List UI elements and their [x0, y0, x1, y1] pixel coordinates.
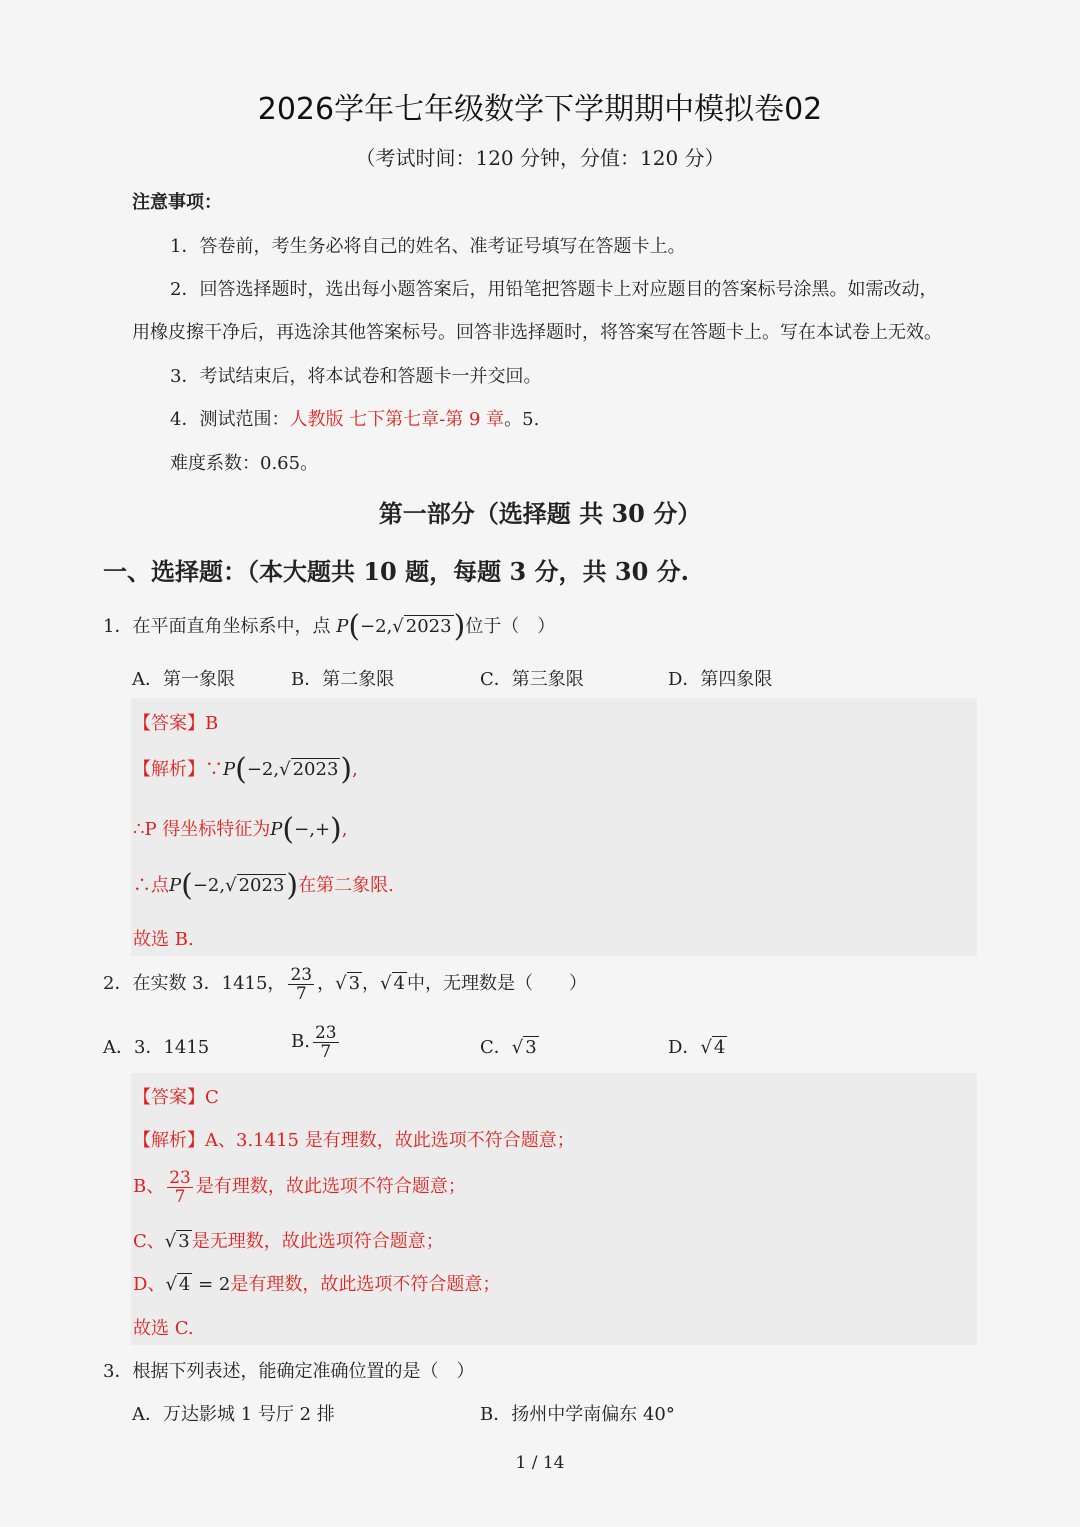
section-heading: 一、选择题：（本大题共 10 题，每题 3 分，共 30 分.: [103, 557, 689, 586]
q1-analysis-1: 【解析】∵P(−2,√ 2023),: [133, 752, 358, 787]
q3-option-a: A．万达影城 1 号厅 2 排: [132, 1404, 335, 1425]
q1-analysis-3: ∴点P(−2,√ 2023)在第二象限.: [133, 868, 394, 903]
test-range: 人教版 七下第七章-第 9 章: [289, 409, 505, 430]
q1-stem: 1．在平面直角坐标系中，点 P(−2,√ 2023)位于（ ）: [103, 609, 556, 644]
q1-option-b: B．第二象限: [291, 669, 395, 690]
notice-item-1: 1．答卷前，考生务必将自己的姓名、准考证号填写在答题卡上。: [170, 236, 686, 257]
q1-option-c: C．第三象限: [480, 669, 584, 690]
q2-analysis-2: B、 $\frac{23}{7}$ 是有理数，故此选项不符合题意；: [133, 1167, 466, 1207]
q2-analysis-1: 【解析】A、3.1415 是有理数，故此选项不符合题意；: [133, 1130, 575, 1151]
notice-item-3: 3．考试结束后，将本试卷和答题卡一并交回。: [170, 366, 542, 387]
q2-option-c: C．√ 3: [480, 1037, 537, 1058]
part-heading: 第一部分（选择题 共 30 分）: [378, 499, 702, 528]
q1-answer: 【答案】B: [133, 713, 219, 734]
q2-conclusion: 故选 C.: [133, 1318, 194, 1339]
q1-option-d: D．第四象限: [668, 669, 773, 690]
q2-answer: 【答案】C: [133, 1087, 219, 1108]
q2-option-a: A．3．1415: [103, 1037, 210, 1058]
page-title: 2026学年七年级数学下学期期中模拟卷02: [257, 92, 823, 127]
q2-stem: 2．在实数 3．1415， $\frac{23}{7}$ ，√ 3 ，√ 4 中，无理数是（ ）: [103, 964, 587, 1004]
q3-option-b: B．扬州中学南偏东 40°: [480, 1404, 675, 1425]
q2-analysis-4: D、√ 4 = 2是有理数，故此选项不符合题意；: [133, 1274, 501, 1295]
notice-heading: 注意事项：: [132, 192, 222, 213]
q2-analysis-3: C、√ 3 是无理数，故此选项符合题意；: [133, 1231, 444, 1252]
q3-stem: 3．根据下列表述，能确定准确位置的是（ ）: [103, 1361, 475, 1382]
notice-item-2-cont: 用橡皮擦干净后，再选涂其他答案标号。回答非选择题时，将答案写在答题卡上。写在本试卷上无效。: [132, 322, 942, 343]
notice-item-2: 2．回答选择题时，选出每小题答案后，用铅笔把答题卡上对应题目的答案标号涂黑。如需改动，: [170, 279, 938, 300]
difficulty: 难度系数：0.65。: [170, 453, 319, 474]
q1-analysis-2: ∴P 得坐标特征为P(−,+),: [133, 812, 348, 847]
q2-option-b: B. $\frac{23}{7}$: [291, 1022, 337, 1062]
q2-option-d: D．√ 4: [668, 1037, 726, 1058]
notice-item-4: 4．测试范围：人教版 七下第七章-第 9 章。5.: [170, 409, 540, 430]
q1-option-a: A．第一象限: [132, 669, 235, 690]
exam-info: （考试时间：120 分钟，分值：120 分）: [355, 146, 725, 170]
q2-answer-box: [131, 1073, 977, 1345]
page-number: 1 / 14: [515, 1453, 565, 1473]
q1-conclusion: 故选 B.: [133, 929, 194, 950]
